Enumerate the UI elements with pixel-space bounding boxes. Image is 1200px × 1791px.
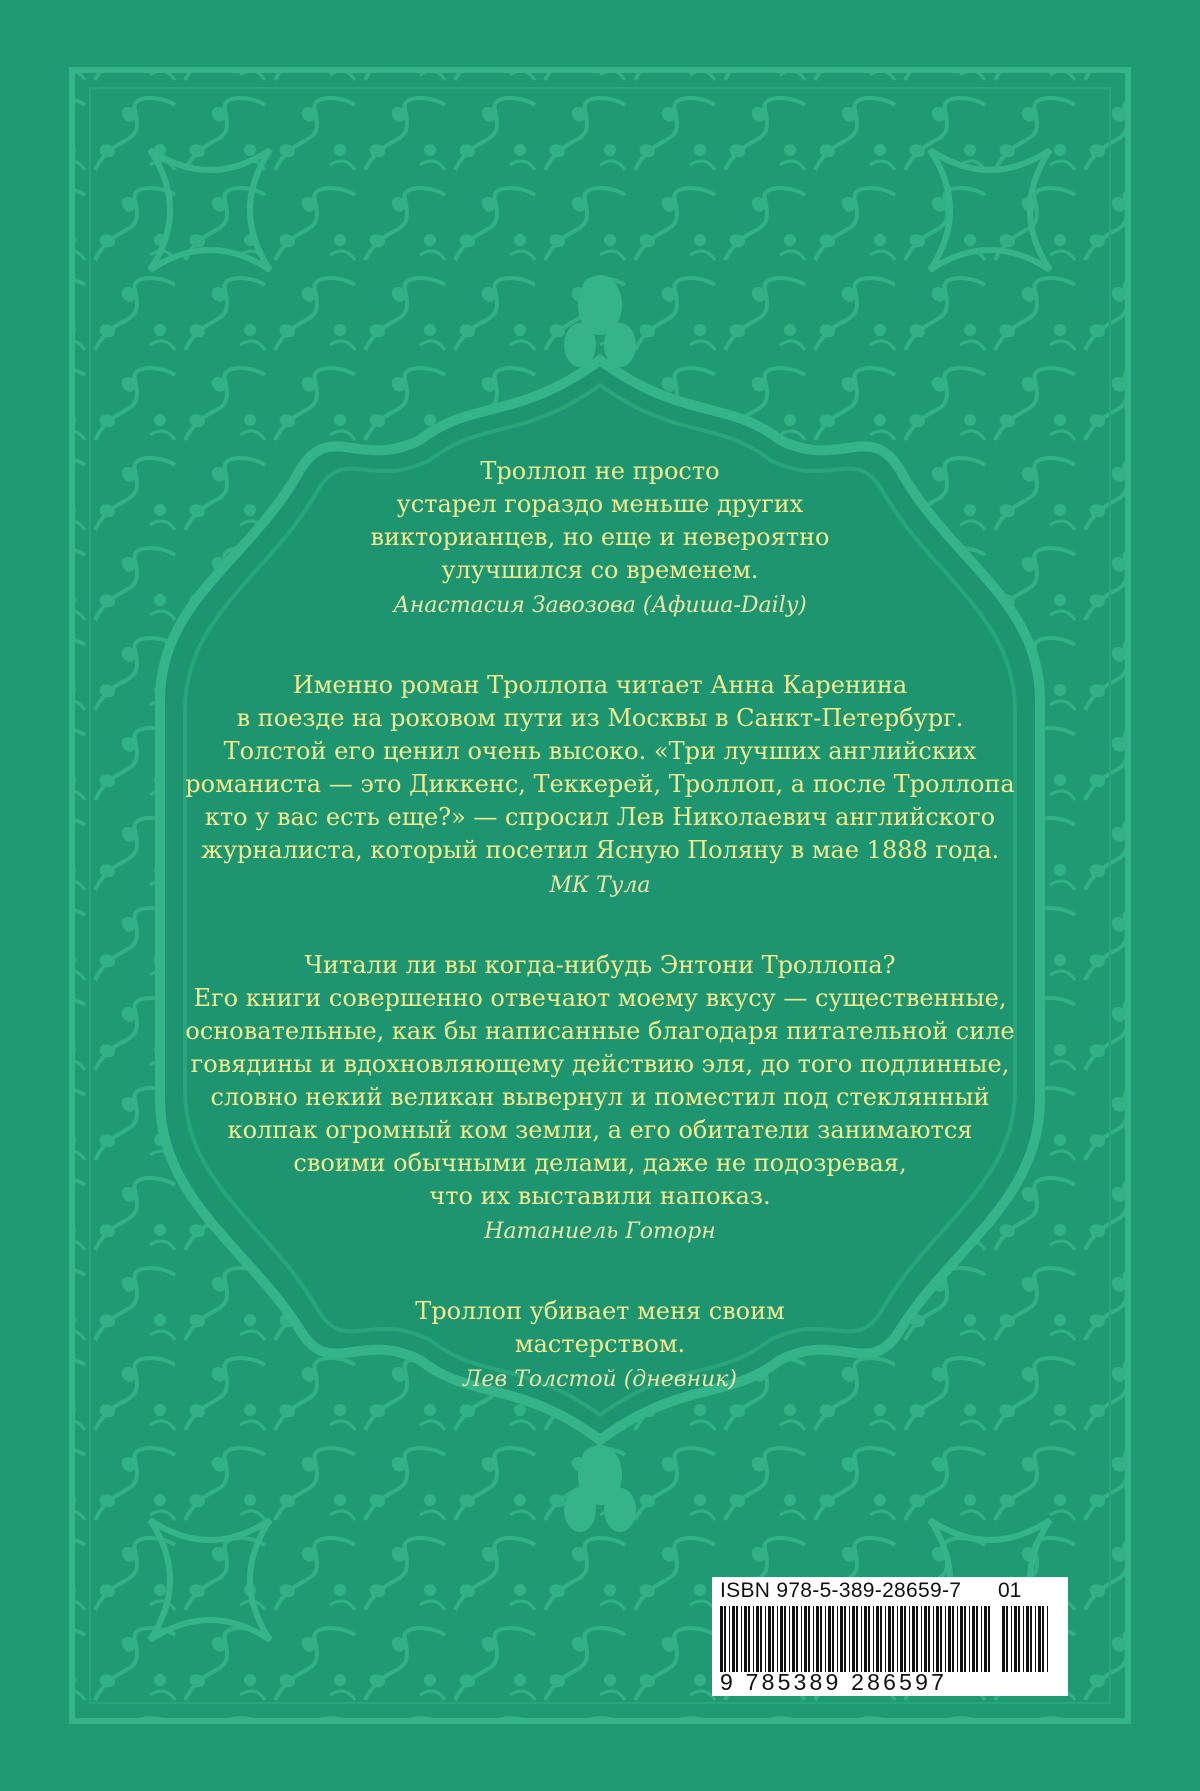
barcode-bar bbox=[969, 1606, 970, 1672]
quote-line: Троллоп убивает меня своим bbox=[415, 1297, 785, 1325]
barcode-bar bbox=[844, 1606, 846, 1672]
quote-line: мастерством. bbox=[514, 1330, 686, 1358]
quote-line: устарел гораздо меньше других bbox=[396, 490, 804, 518]
barcode-bar bbox=[753, 1606, 754, 1672]
barcode-bar bbox=[732, 1606, 735, 1672]
barcode-digits: 9 785389 286597 bbox=[720, 1669, 948, 1695]
barcode-bar bbox=[940, 1606, 942, 1672]
barcode-bar bbox=[897, 1606, 898, 1672]
barcode-bar bbox=[976, 1606, 978, 1672]
barcode-bar bbox=[888, 1606, 891, 1672]
barcode-bar bbox=[768, 1606, 771, 1672]
quote-line: что их выставили напоказ. bbox=[429, 1182, 771, 1210]
barcode-bar bbox=[820, 1606, 822, 1672]
quote-block bbox=[150, 949, 1050, 1247]
quote-line: Толстой его ценил очень высоко. «Три лучших английских bbox=[223, 737, 977, 765]
barcode-bar bbox=[784, 1606, 786, 1672]
barcode-bar bbox=[816, 1606, 819, 1672]
barcode-bar bbox=[808, 1606, 810, 1672]
barcode-bar bbox=[964, 1606, 966, 1672]
barcode-bar bbox=[868, 1606, 870, 1672]
barcode-bar bbox=[1030, 1606, 1032, 1672]
barcode-bar bbox=[849, 1606, 850, 1672]
barcode-bar bbox=[876, 1606, 879, 1672]
barcode-bar bbox=[832, 1606, 834, 1672]
barcode-bar bbox=[921, 1606, 922, 1672]
quotes-section bbox=[150, 455, 1050, 1395]
barcode-bar bbox=[952, 1606, 954, 1672]
quote-block bbox=[150, 669, 1050, 901]
barcode-addon-bars bbox=[1002, 1606, 1052, 1672]
barcode-bar bbox=[1006, 1606, 1008, 1672]
barcode-bar bbox=[957, 1606, 958, 1672]
barcode-bar bbox=[981, 1606, 982, 1672]
barcode-bar bbox=[729, 1606, 730, 1672]
quote-line: говядины и вдохновляющему действию эля, до того подлинные, bbox=[190, 1050, 1010, 1078]
barcode-bar bbox=[1026, 1606, 1029, 1672]
barcode-bar bbox=[933, 1606, 934, 1672]
barcode-bar bbox=[760, 1606, 762, 1672]
quote-line: Его книги совершенно отвечают моему вкусу — существенные, bbox=[193, 984, 1007, 1012]
quote-attribution: Натаниель Готорн bbox=[484, 1219, 716, 1244]
barcode-bar bbox=[744, 1606, 747, 1672]
barcode-bar bbox=[825, 1606, 826, 1672]
barcode-bar bbox=[1038, 1606, 1041, 1672]
barcode-bar bbox=[1023, 1606, 1024, 1672]
barcode-bar bbox=[960, 1606, 963, 1672]
barcode-bar bbox=[748, 1606, 750, 1672]
quote-attribution: Лев Толстой (дневник) bbox=[463, 1367, 737, 1392]
barcode-bar bbox=[912, 1606, 915, 1672]
barcode-panel bbox=[712, 1577, 1068, 1696]
barcode-bar bbox=[936, 1606, 939, 1672]
barcode-bar bbox=[1002, 1606, 1005, 1672]
barcode-bar bbox=[772, 1606, 774, 1672]
barcode-bar bbox=[756, 1606, 759, 1672]
barcode-bar bbox=[804, 1606, 807, 1672]
quote-line: словно некий великан вывернул и поместил под стеклянный bbox=[210, 1083, 990, 1111]
barcode-bar bbox=[1042, 1606, 1044, 1672]
barcode-bar bbox=[880, 1606, 882, 1672]
barcode-bars bbox=[720, 1606, 992, 1672]
barcode-bar bbox=[852, 1606, 855, 1672]
barcode-bar bbox=[813, 1606, 814, 1672]
quote-line: Читали ли вы когда-нибудь Энтони Троллопа? bbox=[304, 951, 896, 979]
barcode-bar bbox=[900, 1606, 903, 1672]
barcode-bar bbox=[792, 1606, 795, 1672]
quote-line: основательные, как бы написанные благодаря питательной силе bbox=[185, 1017, 1015, 1045]
barcode-bar bbox=[796, 1606, 798, 1672]
barcode-bar bbox=[777, 1606, 778, 1672]
quote-block bbox=[150, 455, 1050, 621]
quote-line: викторианцев, но еще и невероятно bbox=[370, 523, 830, 551]
barcode-bar bbox=[828, 1606, 831, 1672]
quote-line: кто у вас есть еще?» — спросил Лев Николаевич английского bbox=[204, 803, 996, 831]
barcode-bar bbox=[892, 1606, 894, 1672]
quote-line: Троллоп не просто bbox=[480, 457, 720, 485]
barcode-bar bbox=[1018, 1606, 1020, 1672]
quote-line: Именно роман Троллопа читает Анна Каренина bbox=[292, 671, 908, 699]
barcode-bar bbox=[904, 1606, 906, 1672]
barcode-bar bbox=[972, 1606, 975, 1672]
barcode-bar bbox=[916, 1606, 918, 1672]
barcode-bar bbox=[741, 1606, 742, 1672]
barcode-bar bbox=[873, 1606, 874, 1672]
quote-line: колпак огромный ком земли, а его обитатели занимаются bbox=[227, 1116, 973, 1144]
quote-line: своими обычными делами, даже не подозревая, bbox=[293, 1149, 907, 1177]
barcode-bar bbox=[984, 1606, 987, 1672]
barcode-bar bbox=[945, 1606, 946, 1672]
barcode-bar bbox=[789, 1606, 790, 1672]
barcode-bar bbox=[928, 1606, 930, 1672]
barcode-bar bbox=[1011, 1606, 1012, 1672]
quote-block bbox=[150, 1295, 1050, 1395]
barcode-bar bbox=[837, 1606, 838, 1672]
barcode-bar bbox=[1035, 1606, 1036, 1672]
quote-line: романиста — это Диккенс, Теккерей, Троллоп, а после Троллопа bbox=[185, 770, 1015, 798]
barcode-bar bbox=[801, 1606, 802, 1672]
barcode-bar bbox=[720, 1606, 723, 1672]
barcode-bar bbox=[840, 1606, 843, 1672]
barcode-bar bbox=[864, 1606, 867, 1672]
barcode-bar bbox=[724, 1606, 726, 1672]
barcode-bar bbox=[861, 1606, 862, 1672]
barcode-bar bbox=[885, 1606, 886, 1672]
barcode-bar bbox=[924, 1606, 927, 1672]
barcode-addon-code: 01 bbox=[998, 1579, 1022, 1602]
isbn-label: ISBN 978-5-389-28659-7 bbox=[720, 1579, 962, 1602]
barcode-bar bbox=[948, 1606, 951, 1672]
barcode-bar bbox=[780, 1606, 783, 1672]
barcode-bar bbox=[856, 1606, 858, 1672]
quote-line: в поезде на роковом пути из Москвы в Санкт-Петербург. bbox=[236, 704, 964, 732]
quote-line: журналиста, который посетил Ясную Поляну в мае 1888 года. bbox=[200, 836, 1000, 864]
barcode-bar bbox=[909, 1606, 910, 1672]
quote-attribution: МК Тула bbox=[549, 873, 651, 898]
barcode-bar bbox=[1014, 1606, 1017, 1672]
quote-line: улучшился со временем. bbox=[441, 556, 759, 584]
barcode-bar bbox=[988, 1606, 990, 1672]
barcode-bar bbox=[765, 1606, 766, 1672]
barcode-bar bbox=[736, 1606, 738, 1672]
barcode-bar bbox=[1047, 1606, 1048, 1672]
quote-attribution: Анастасия Завозова (Афиша-Daily) bbox=[393, 593, 807, 618]
